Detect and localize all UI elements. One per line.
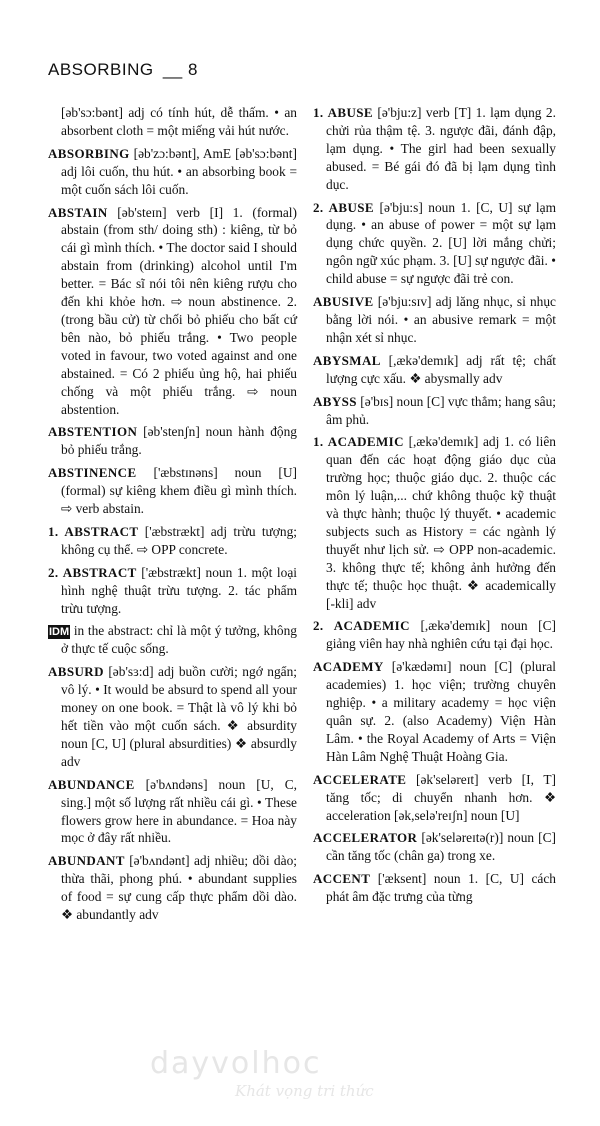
headword: 1. ABUSE: [313, 105, 373, 120]
dictionary-entry: [313, 104, 556, 194]
headword: 2. ABSTRACT: [48, 564, 137, 580]
entry-body: in the abstract: chỉ là một ý tưởng, không ở thực tế cuộc sống.: [61, 623, 297, 657]
headword: ABSURD: [48, 664, 104, 680]
entry-body: [əb'stenʃn] noun hành động bỏ phiếu trắng.: [61, 424, 297, 458]
dictionary-entry: [313, 433, 556, 612]
dictionary-entry: [48, 564, 297, 618]
entry-body: [ək'seləreɪt] verb [I, T] tăng tốc; di chuyển nhanh hơn. ❖ acceleration [ək,selə'reɪʃn] noun [U]: [326, 771, 556, 823]
entry-body: [əb'sɜ:d] adj buồn cười; ngớ ngẩn; vô lý. • It would be absurd to spend all your money on one book. = Thật là vô lý khi bỏ hết tiền vào một cuốn sách. ❖ absurdity noun [C, U] (plural absurdities) ❖ absurdly adv: [61, 664, 297, 769]
dictionary-entry: [48, 523, 297, 559]
headword: 2. ABUSE: [313, 199, 374, 215]
watermark: dayvolhoc: [150, 1046, 322, 1081]
headword: ABSTAIN: [48, 204, 108, 220]
running-head-word: ABSORBING: [48, 60, 154, 79]
entry-body: [ə'bju:s] noun 1. [C, U] sự lạm dụng. • an abuse of power = một sự lạm dụng chức quyền. 2. [U] lời mắng chửi; ngôn ngữ xúc phạm. 3. [U] sự ngược đãi. • child abuse = sự ngược đãi trẻ con.: [326, 199, 556, 287]
dictionary-entry: [313, 658, 556, 765]
dictionary-entry: [48, 776, 297, 848]
right-column: [313, 104, 556, 911]
headword: ABUSIVE: [313, 294, 374, 310]
entry-body: ['æbstɪnəns] noun [U] (formal) sự kiêng khem điều gì mình thích. ⇨ verb abstain.: [61, 465, 297, 517]
entry-body: [ə'bju:sɪv] adj lăng nhục, sỉ nhục bằng lời nói. • an abusive remark = một nhận xét sỉ nhục.: [326, 294, 556, 345]
dictionary-entry: [48, 204, 297, 419]
page-number: __ 8: [162, 60, 198, 79]
dictionary-entry: [313, 352, 556, 388]
headword: ACCELERATOR: [313, 830, 418, 846]
headword: ABYSMAL: [313, 352, 381, 368]
dictionary-entry: [313, 771, 556, 825]
dictionary-entry: [48, 852, 297, 924]
dictionary-entry: [313, 870, 556, 906]
dictionary-entry: [48, 663, 297, 770]
dictionary-entry: [48, 423, 297, 459]
entry-body: [əb'zɔ:bənt], AmE [əb'sɔ:bənt] adj lôi cuốn, thu hút. • an absorbing book = một cuốn sách lôi cuốn.: [61, 145, 297, 197]
entry-body: [əb'steɪn] verb [I] 1. (formal) abstain (from sth/ doing sth) : kiêng, từ bỏ cái gì mình thích. • The doctor said I should abstain from (drinking) alcohol until I'm better. = Bác sĩ nói tôi nên kiêng rượu cho đến khi khỏe hơn. ⇨ noun abstinence. 2. (trong bầu cử) từ chối bỏ phiếu cho bất cứ bên nào, bỏ phiếu trắng. • Two people voted in favour, two voted against and one abstained. = Có 2 phiếu ủng hộ, hai phiếu chống và một phiếu trắng. ⇨ noun abstention.: [61, 204, 297, 417]
entry-body: [,ækə'demɪk] adj 1. có liên quan đến các hoạt động giáo dục của trường học; thuộc giáo dục. 2. thuộc các môn lý luận,... chứ không thuộc kỹ thuật và thực hành; thuộc lý thuyết. • academic subjects such as History = các ngành lý thuyết như lịch sử. ⇨ OPP non-academic. 3. không thực tế; không ảnh hưởng đến thực tế; thuộc học thuật. ❖ academically [-kli] adv: [326, 434, 556, 611]
headword: ABSORBING: [48, 145, 130, 161]
entry-body: [ə'bʌndənt] adj nhiều; dồi dào; thừa thãi, phong phú. • abundant supplies of food = sự cung cấp thực phẩm dồi dào. ❖ abundantly adv: [61, 853, 297, 923]
watermark-tagline: Khát vọng tri thức: [235, 1082, 374, 1100]
entry-body: [ə'kædəmɪ] noun [C] (plural academies) 1. học viện; trường chuyên nghiệp. • a military academy = học viện quân sự. 2. (also Academy) Viện Hàn Lâm. • the Royal Academy of Arts = Viện Hàn Lâm Nghệ Thuật Hoàng Gia.: [326, 659, 556, 764]
headword: 2. ACADEMIC: [313, 618, 410, 634]
headword: 1. ACADEMIC: [313, 434, 404, 450]
entry-body: [,ækə'demɪk] adj rất tệ; chất lượng cực xấu. ❖ abysmally adv: [326, 352, 556, 386]
entry-body: [əb'sɔ:bənt] adj có tính hút, dễ thấm. • an absorbent cloth = một miếng vải hút nước.: [61, 105, 297, 138]
dictionary-entry: [48, 464, 297, 518]
idiom-entry: [48, 622, 297, 658]
headword: 1. ABSTRACT: [48, 523, 139, 539]
left-column: [48, 104, 297, 929]
dictionary-entry: [48, 104, 297, 140]
idiom-badge: IDM: [49, 626, 70, 639]
headword: ACADEMY: [313, 659, 384, 675]
dictionary-entry: [313, 293, 556, 347]
dictionary-entry: [313, 829, 556, 865]
dictionary-entry: [313, 393, 556, 429]
dictionary-entry: [48, 145, 297, 199]
headword: ABSTENTION: [48, 424, 138, 440]
headword: ACCELERATE: [313, 771, 407, 787]
entry-body: [ə'bʌndəns] noun [U, C, sing.] một số lượng rất nhiều cái gì. • These flowers grow here in abundance. = Hoa này mọc ở đây rất nhiều.: [61, 776, 297, 846]
headword: ABSTINENCE: [48, 465, 137, 481]
headword: ABUNDANT: [48, 853, 125, 869]
entry-body: [ə'bɪs] noun [C] vực thẳm; hang sâu; âm phủ.: [326, 393, 556, 427]
entry-body: [ək'seləreɪtə(r)] noun [C] cần tăng tốc (chân ga) trong xe.: [326, 830, 556, 864]
entry-body: ['æksent] noun 1. [C, U] cách phát âm đặc trưng của từng: [326, 871, 556, 905]
entry-body: ['æbstrækt] adj trừu tượng; không cụ thể. ⇨ OPP concrete.: [61, 523, 298, 557]
headword: ABUNDANCE: [48, 776, 135, 792]
entry-body: [,ækə'demɪk] noun [C] giảng viên hay nhà nghiên cứu tại đại học.: [326, 618, 556, 652]
entry-body: ['æbstrækt] noun 1. một loại hình nghệ thuật trừu tượng. 2. tác phẩm trừu tượng.: [61, 564, 297, 616]
dictionary-entry: [313, 617, 556, 653]
running-header: [48, 60, 198, 80]
entry-body: [ə'bju:z] verb [T] 1. lạm dụng 2. chửi rủa thậm tệ. 3. ngược đãi, đánh đập, lạm dụng. • The girl had been sexually abused. = Bé gái đó đã bị lạm dụng tình dục.: [326, 105, 556, 192]
dictionary-entry: [313, 199, 556, 289]
headword: ACCENT: [313, 871, 371, 887]
headword: ABYSS: [313, 393, 357, 409]
